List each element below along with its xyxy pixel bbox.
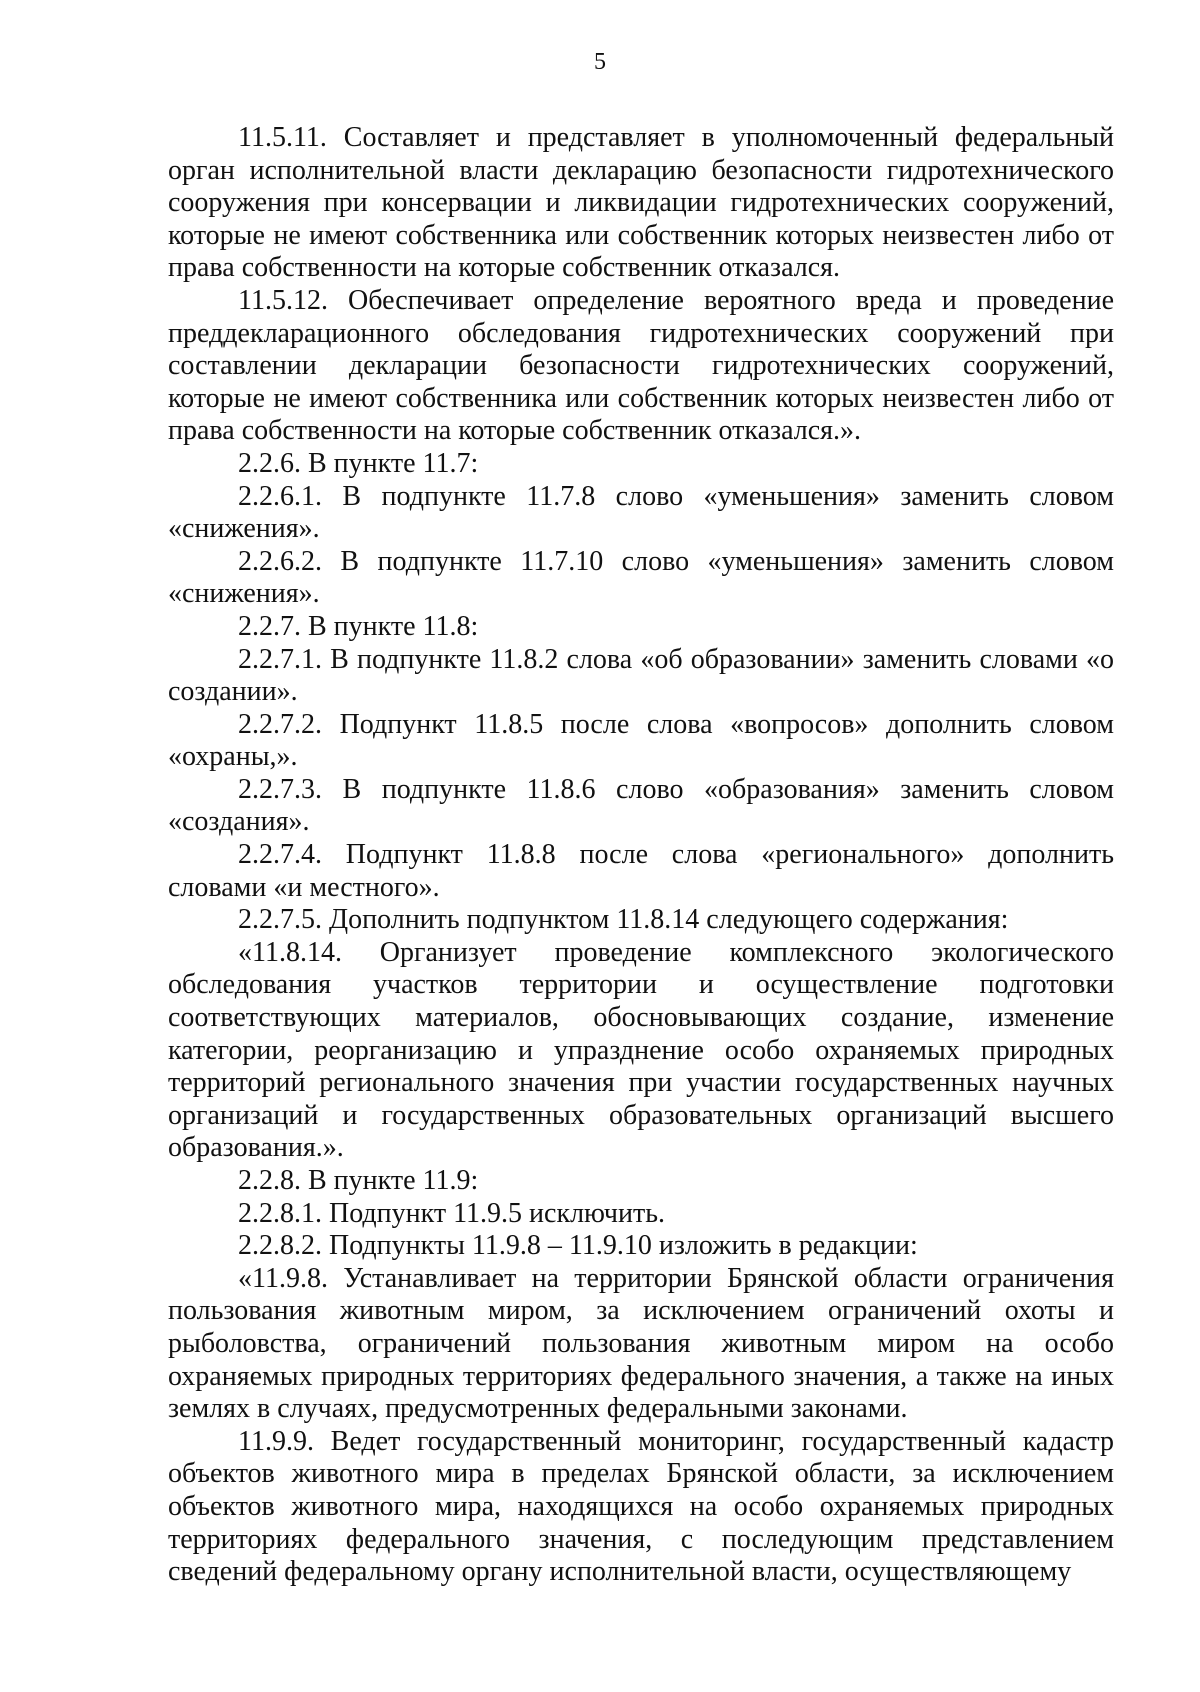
paragraph-2-2-7-1: 2.2.7.1. В подпункте 11.8.2 слова «об образовании» заменить словами «о создании». [168,643,1114,708]
paragraph-2-2-7-5: 2.2.7.5. Дополнить подпунктом 11.8.14 следующего содержания: [238,904,1009,936]
page-number: 5 [594,49,606,75]
paragraph-11-9-8: «11.9.8. Устанавливает на территории Брянской области ограничения пользования животным миром, за исключением ограничений охоты и рыболовства, ограничений пользования животным миром на особо охраняемых природных территориях федерального значения, а также на иных землях в случаях, предусмотренных федеральными законами. [168,1262,1114,1425]
paragraph-2-2-7: 2.2.7. В пункте 11.8: [238,610,479,642]
paragraph-2-2-8-2: 2.2.8.2. Подпункты 11.9.8 – 11.9.10 изложить в редакции: [238,1230,918,1262]
paragraph-2-2-7-4: 2.2.7.4. Подпункт 11.8.8 после слова «регионального» дополнить словами «и местного». [168,839,1114,903]
paragraph-11-5-12: 11.5.12. Обеспечивает определение вероятного вреда и проведение преддекларационного обследования гидротехнических сооружений при составлении декларации безопасности гидротехнических сооружений, которые не имеют собственника или собственник которых неизвестен либо от права собственности на которые собственник отказался.». [168,284,1114,447]
paragraph-11-5-11: 11.5.11. Составляет и представляет в уполномоченный федеральный орган исполнительной власти декларацию безопасности гидротехнического сооружения при консервации и ликвидации гидротехнических сооружений, которые не имеют собственника или собственник которых неизвестен либо от права собственности на которые собственник отказался. [168,122,1114,284]
paragraph-11-9-9: 11.9.9. Ведет государственный мониторинг, государственный кадастр объектов животного мира в пределах Брянской области, за исключением объектов животного мира, находящихся на особо охраняемых природных территориях федерального значения, с последующим представлением сведений федеральному органу исполнительной власти, осуществляющему [168,1425,1114,1588]
paragraph-2-2-7-2: 2.2.7.2. Подпункт 11.8.5 после слова «вопросов» дополнить словом «охраны,». [168,708,1114,773]
paragraph-2-2-8-1: 2.2.8.1. Подпункт 11.9.5 исключить. [238,1197,665,1229]
paragraph-2-2-8: 2.2.8. В пункте 11.9: [238,1165,479,1196]
paragraph-2-2-6-2: 2.2.6.2. В подпункте 11.7.10 слово «уменьшения» заменить словом «снижения». [168,545,1114,610]
paragraph-2-2-6: 2.2.6. В пункте 11.7: [238,447,479,479]
document-body [168,122,1114,1589]
paragraph-2-2-6-1: 2.2.6.1. В подпункте 11.7.8 слово «уменьшения» заменить словом «снижения». [168,480,1114,545]
paragraph-2-2-7-3: 2.2.7.3. В подпункте 11.8.6 слово «образования» заменить словом «создания». [168,773,1114,838]
paragraph-11-8-14: «11.8.14. Организует проведение комплексного экологического обследования участков территории и осуществление подготовки соответствующих материалов, обосновывающих создание, изменение категории, реорганизацию и упразднение особо охраняемых природных территорий регионального значения при участии государственных научных организаций и государственных образовательных организаций высшего образования.». [168,936,1114,1164]
